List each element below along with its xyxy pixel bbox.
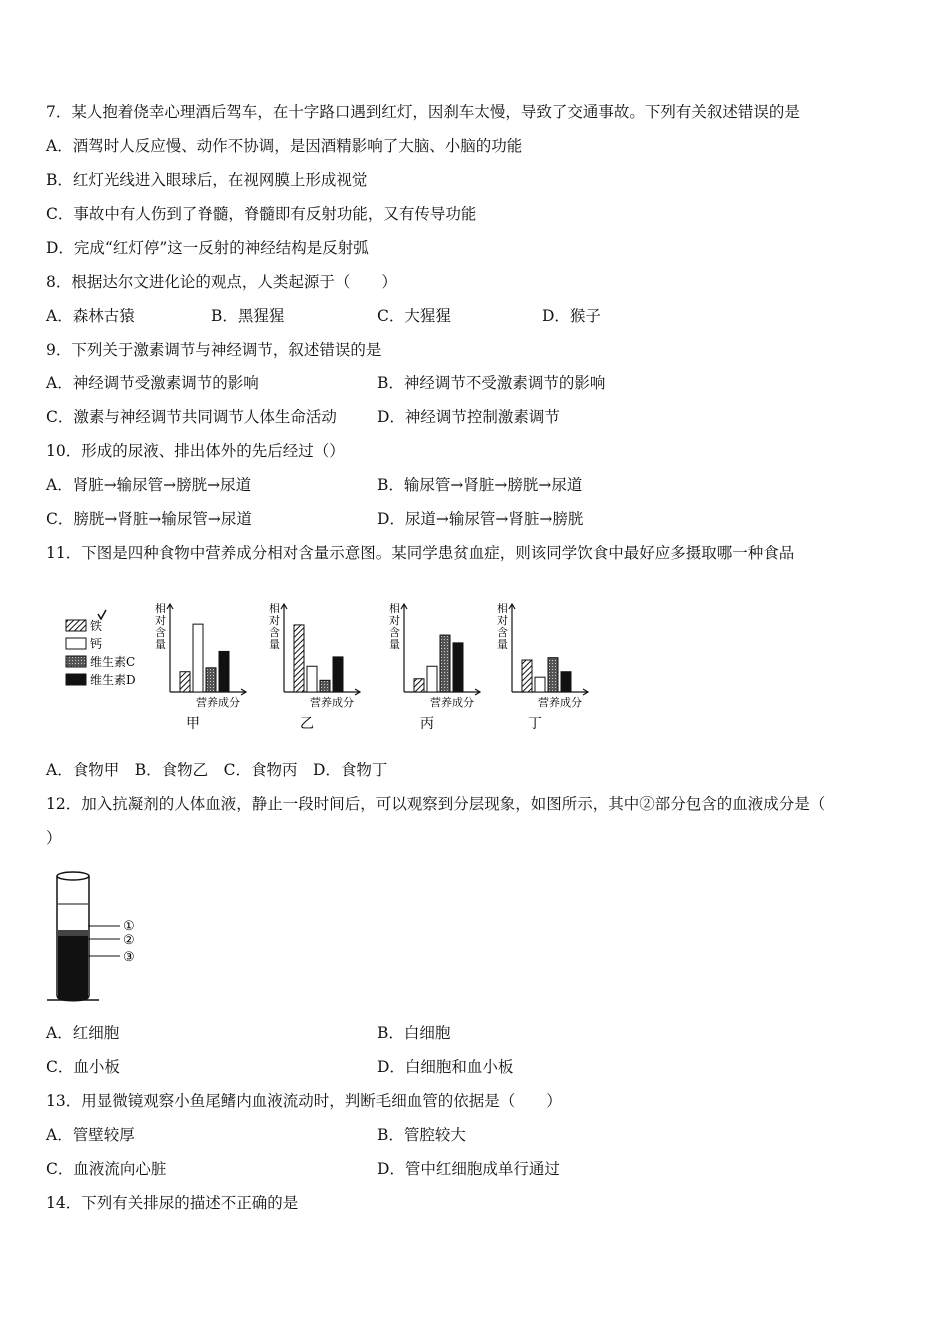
y-label-char: 量 bbox=[497, 638, 508, 651]
y-label-char: 相 bbox=[155, 602, 166, 615]
q10-stem: 10．形成的尿液、排出体外的先后经过（） bbox=[46, 442, 345, 460]
q7-stem: 7．某人抱着侥幸心理酒后驾车，在十字路口遇到红灯，因刹车太慢，导致了交通事故。下列有关叙述错误的是 bbox=[46, 103, 800, 121]
y-label-char: 相 bbox=[269, 602, 280, 615]
y-label-char: 相 bbox=[497, 602, 508, 615]
y-label-char: 含 bbox=[497, 626, 508, 639]
plasma-layer bbox=[58, 904, 88, 932]
bar-3-1 bbox=[414, 679, 424, 692]
x-axis-label: 营养成分 bbox=[196, 696, 240, 709]
q13-option-d: D．管中红细胞成单行通过 bbox=[377, 1160, 560, 1178]
q12-option-c: C．血小板 bbox=[46, 1058, 120, 1076]
q7-option-d: D．完成“红灯停”这一反射的神经结构是反射弧 bbox=[46, 239, 369, 257]
q12-option-d: D．白细胞和血小板 bbox=[377, 1058, 514, 1076]
blood-tube-diagram bbox=[44, 868, 154, 1008]
q11-options: A．食物甲 B．食物乙 C．食物丙 D．食物丁 bbox=[46, 761, 388, 779]
q10-option-a: A．肾脏→输尿管→膀胱→尿道 bbox=[46, 476, 252, 494]
bar-1-2 bbox=[193, 624, 203, 692]
y-label-char: 对 bbox=[155, 614, 166, 627]
chart-name-2: 乙 bbox=[300, 716, 314, 732]
q7-option-b: B．红灯光线进入眼球后，在视网膜上形成视觉 bbox=[46, 171, 368, 189]
q12-option-a: A．红细胞 bbox=[46, 1024, 120, 1042]
q14-stem: 14．下列有关排尿的描述不正确的是 bbox=[46, 1194, 299, 1212]
bar-2-1 bbox=[294, 625, 304, 692]
q11-stem: 11．下图是四种食物中营养成分相对含量示意图。某同学患贫血症，则该同学饮食中最好应多摄取哪一种食品 bbox=[46, 544, 795, 562]
x-axis-label: 营养成分 bbox=[430, 696, 474, 709]
q9-option-b: B．神经调节不受激素调节的影响 bbox=[377, 374, 606, 392]
q9-option-a: A．神经调节受激素调节的影响 bbox=[46, 374, 259, 392]
chart-panel-2 bbox=[269, 601, 360, 732]
q9-stem: 9．下列关于激素调节与神经调节，叙述错误的是 bbox=[46, 341, 382, 359]
legend-swatch-3 bbox=[66, 656, 86, 667]
bar-2-4 bbox=[333, 657, 343, 692]
y-label-char: 含 bbox=[389, 626, 400, 639]
x-axis-label: 营养成分 bbox=[538, 696, 582, 709]
y-label-char: 量 bbox=[389, 638, 400, 651]
bar-2-2 bbox=[307, 666, 317, 692]
q8-option-d: D．猴子 bbox=[542, 307, 601, 325]
red-cell-layer bbox=[58, 936, 88, 996]
chart-panel-4 bbox=[497, 601, 588, 732]
q13-option-b: B．管腔较大 bbox=[377, 1126, 466, 1144]
chart-name-1: 甲 bbox=[186, 716, 200, 732]
tube-label-2: ② bbox=[123, 933, 135, 948]
q10-option-b: B．输尿管→肾脏→膀胱→尿道 bbox=[377, 476, 583, 494]
q8-stem: 8．根据达尔文进化论的观点，人类起源于（ ） bbox=[46, 273, 397, 291]
bar-3-4 bbox=[453, 643, 463, 692]
legend-label-2: 钙 bbox=[90, 637, 103, 651]
y-label-char: 相 bbox=[389, 602, 400, 615]
q10-option-d: D．尿道→输尿管→肾脏→膀胱 bbox=[377, 510, 584, 528]
bar-4-4 bbox=[561, 672, 571, 692]
tube-label-1: ① bbox=[123, 919, 135, 934]
q7-option-a: A．酒驾时人反应慢、动作不协调，是因酒精影响了大脑、小脑的功能 bbox=[46, 137, 523, 155]
q13-stem: 13．用显微镜观察小鱼尾鳍内血液流动时，判断毛细血管的依据是（ ） bbox=[46, 1092, 562, 1110]
legend-label-3: 维生素C bbox=[90, 655, 136, 669]
q13-option-a: A．管壁较厚 bbox=[46, 1126, 135, 1144]
bar-1-3 bbox=[206, 668, 216, 692]
q8-option-c: C．大猩猩 bbox=[377, 307, 451, 325]
chart-name-3: 丙 bbox=[420, 716, 434, 732]
bar-1-4 bbox=[219, 651, 229, 692]
bar-1-1 bbox=[180, 672, 190, 692]
x-axis-label: 营养成分 bbox=[310, 696, 354, 709]
q7-option-c: C．事故中有人伤到了脊髓，脊髓即有反射功能，又有传导功能 bbox=[46, 205, 477, 223]
bar-4-3 bbox=[548, 658, 558, 692]
q10-option-c: C．膀胱→肾脏→输尿管→尿道 bbox=[46, 510, 252, 528]
tube-rim bbox=[57, 872, 89, 880]
legend-swatch-2 bbox=[66, 638, 86, 649]
y-label-char: 量 bbox=[269, 638, 280, 651]
buffy-coat-layer bbox=[58, 930, 88, 936]
chart-panel-1 bbox=[155, 601, 246, 732]
q8-option-b: B．黑猩猩 bbox=[211, 307, 285, 325]
q8-option-a: A．森林古猿 bbox=[46, 307, 135, 325]
y-label-char: 对 bbox=[497, 614, 508, 627]
legend-swatch-1 bbox=[66, 620, 86, 631]
q13-option-c: C．血液流向心脏 bbox=[46, 1160, 167, 1178]
legend-label-4: 维生素D bbox=[90, 673, 136, 687]
nutrient-charts bbox=[60, 588, 600, 738]
bar-3-2 bbox=[427, 666, 437, 692]
y-label-char: 含 bbox=[155, 626, 166, 639]
check-mark-icon bbox=[98, 610, 106, 619]
y-label-char: 量 bbox=[155, 638, 166, 651]
y-label-char: 对 bbox=[269, 614, 280, 627]
y-label-char: 含 bbox=[269, 626, 280, 639]
q9-option-c: C．激素与神经调节共同调节人体生命活动 bbox=[46, 408, 337, 426]
q9-option-d: D．神经调节控制激素调节 bbox=[377, 408, 560, 426]
bar-3-3 bbox=[440, 635, 450, 692]
chart-panel-3 bbox=[389, 601, 480, 732]
legend-label-1: 铁 bbox=[90, 619, 103, 633]
bar-4-1 bbox=[522, 660, 532, 692]
y-label-char: 对 bbox=[389, 614, 400, 627]
tube-label-3: ③ bbox=[123, 950, 135, 965]
q12-stem: 12．加入抗凝剂的人体血液，静止一段时间后，可以观察到分层现象，如图所示，其中②部分包含的血液成分是（ bbox=[46, 795, 826, 813]
bar-2-3 bbox=[320, 680, 330, 692]
q12-stem-continued: ） bbox=[46, 829, 62, 847]
chart-name-4: 丁 bbox=[528, 716, 542, 732]
q12-option-b: B．白细胞 bbox=[377, 1024, 451, 1042]
chart-legend bbox=[66, 610, 136, 687]
legend-swatch-4 bbox=[66, 674, 86, 685]
bar-4-2 bbox=[535, 677, 545, 692]
